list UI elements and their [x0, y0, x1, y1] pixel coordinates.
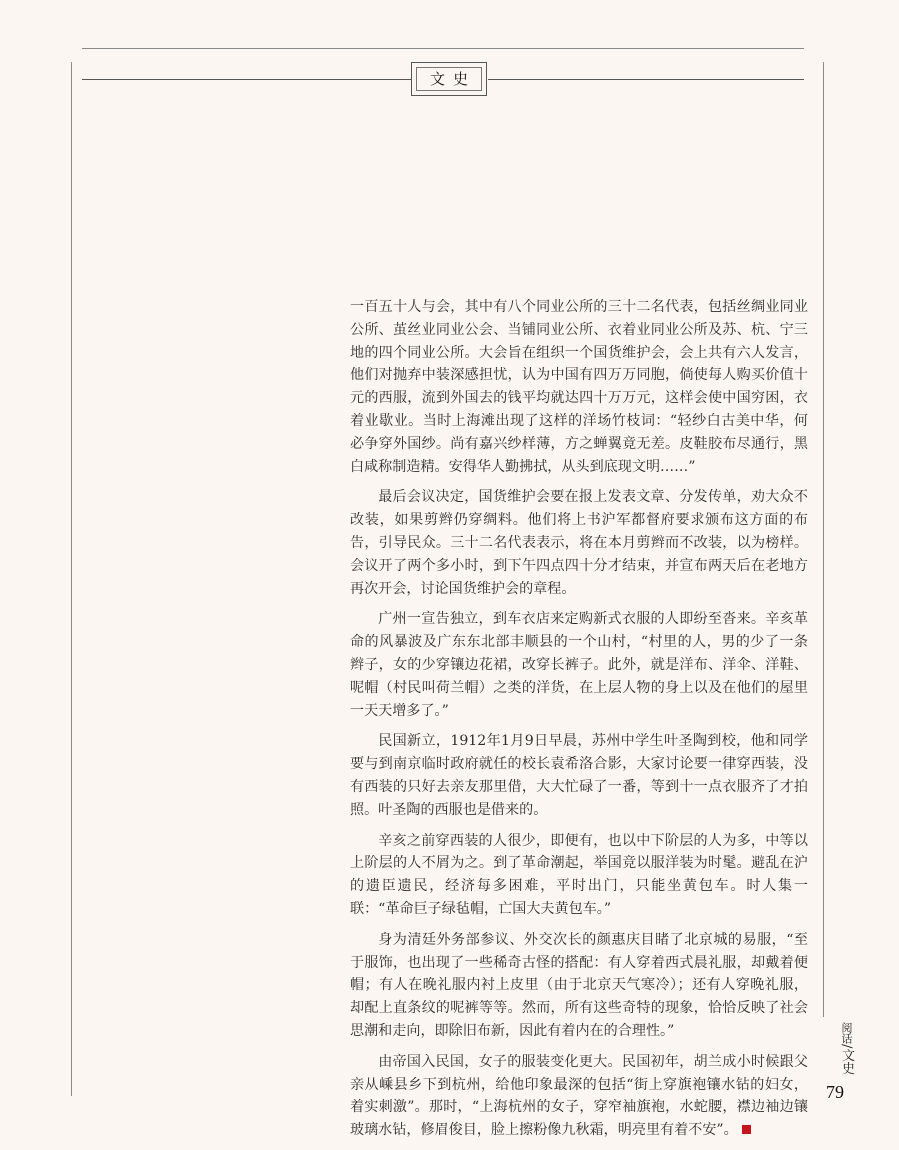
header-rule-right [488, 79, 804, 80]
section-header-box [411, 62, 487, 96]
article-body [350, 296, 808, 1150]
paragraph: 最后会议决定，国货维护会要在报上发表文章、分发传单，劝大众不改装，如果剪辫仍穿绸料。他们将上书沪军都督府要求颁布这方面的布告，引导民众。三十二名代表表示，将在本月剪辫而不改装，以为榜样。会议开了两个多小时，到下午四点四十分才结束，并宣布两天后在老地方再次开会，讨论国货维护会的章程。 [350, 489, 808, 597]
paragraph-text: 由帝国入民国，女子的服装变化更大。民国初年，胡兰成小时候跟父亲从嵊县乡下到杭州，给他印象最深的包括“街上穿旗袍镶水钻的妇女，着实刺激”。那时，“上海杭州的女子，穿窄袖旗袍，水蛇腰，襟边袖边镶玻璃水钻，修眉俊目，脸上擦粉像九秋霜，明亮里有着不安”。 [350, 1053, 808, 1139]
paragraph: 一百五十人与会，其中有八个同业公所的三十二名代表，包括丝绸业同业公所、茧丝业同业公会、当铺同业公所、衣着业同业公所及苏、杭、宁三地的四个同业公所。大会旨在组织一个国货维护会，会上共有六人发言，他们对抛弃中装深感担忧，认为中国有四万万同胞，倘使每人购买价值十元的西服，流到外国去的钱平均就达四十万万元，这样会使中国穷困，衣着业歇业。当时上海滩出现了这样的洋场竹枝词：“轻纱白古美中华，何必争穿外国纱。尚有嘉兴纱样薄，方之蝉翼竟无差。皮鞋胶布尽通行，黑白咸称制造精。安得华人勤拂拭，从头到底现文明……” [350, 299, 808, 475]
paragraph: 广州一宣告独立，到车衣店来定购新式衣服的人即纷至沓来。辛亥革命的风暴波及广东东北部丰顺县的一个山村，“村里的人，男的少了一条辫子，女的少穿镶边花裙，改穿长裤子。此外，就是洋布、洋伞、洋鞋、呢帽（村民叫荷兰帽）之类的洋货，在上层人物的身上以及在他们的屋里一天天增多了。” [350, 611, 808, 719]
paragraph: 辛亥之前穿西装的人很少，即便有，也以中下阶层的人为多，中等以上阶层的人不屑为之。到了革命潮起，举国竞以服洋装为时髦。避乱在沪的遗臣遗民，经济每多困难，平时出门，只能坐黄包车。时人集一联：“革命巨子绿毡帽，亡国大夫黄包车。” [350, 832, 808, 917]
column-label-slash: / [839, 1044, 854, 1049]
left-margin-rule [71, 62, 72, 1096]
paragraph: 民国新立，1912年1月9日早晨，苏州中学生叶圣陶到校，他和同学要与到南京临时政府就任的校长袁希洛合影，大家讨论要一律穿西装，没有西装的只好去亲友那里借，大大忙碌了一番，等到十一点衣服齐了才拍照。叶圣陶的西服也是借来的。 [350, 733, 808, 818]
page-number: 79 [826, 1082, 844, 1102]
last-paragraph [350, 1051, 808, 1142]
paragraph: 身为清廷外务部参议、外交次长的颜惠庆目睹了北京城的易服，“至于服饰，也出现了一些稀奇古怪的搭配：有人穿着西式晨礼服，却戴着便帽；有人在晚礼服内衬上皮里（由于北京天气寒冷）；还有人穿晚礼服，却配上直条纹的呢裤等等。然而，所有这些奇特的现象，恰恰反映了社会思潮和走向，即除旧布新，因此有着内在的合理性。” [350, 931, 808, 1039]
column-label [826, 1022, 856, 1074]
column-label-top: 阅话 [840, 1022, 853, 1044]
top-rule [82, 48, 804, 49]
header-rule-left [82, 79, 412, 80]
column-label-bottom: 文史 [839, 1048, 854, 1075]
end-of-article-mark [742, 1125, 751, 1134]
section-title: 文史 [429, 70, 476, 88]
right-margin-rule [823, 62, 824, 1017]
